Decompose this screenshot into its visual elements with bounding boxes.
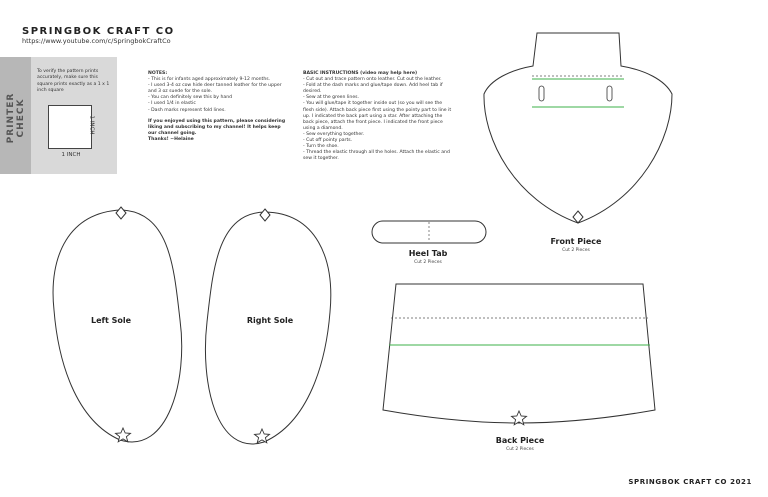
notes-line: - I used 1/4 in elastic — [148, 101, 196, 107]
printer-check-title: PRINTER CHECK — [6, 92, 26, 144]
basic-line: - Sew at the green lines. — [303, 95, 360, 101]
basic-heading: BASIC INSTRUCTIONS (video may help here) — [303, 71, 418, 76]
left-sole-label: Left Sole — [90, 316, 132, 325]
back-piece-cut-note: Cut 2 Pieces — [506, 447, 534, 452]
front-piece-label: Front Piece — [550, 237, 602, 246]
footer-brand: SPRINGBOK CRAFT CO 2021 — [628, 478, 752, 486]
notes-signoff: Thanks! ~Helaine — [148, 136, 194, 142]
basic-line: - Thread the elastic through all the holes. Attach the elastic and sew it together. — [303, 150, 450, 162]
basic-line: - Fold at the dash marks and glue/tape down. Add heel tab if desired. — [303, 83, 443, 95]
notes-line: - Dash marks represent fold lines. — [148, 107, 226, 113]
notes-line: - I used 3-4 oz cow hide deer tanned leather for the upper and 3 oz suede for the sole. — [148, 83, 282, 95]
left-sole-outline — [53, 210, 182, 442]
notes-heading: NOTES: — [148, 71, 168, 76]
brand-title: SPRINGBOK CRAFT CO — [22, 26, 175, 37]
front-piece-elastic-slot — [607, 86, 612, 101]
channel-url: https://www.youtube.com/c/SpringbokCraftCo — [22, 37, 171, 45]
basic-line: - Turn the shoe. — [303, 144, 339, 150]
front-piece-outline — [484, 33, 672, 223]
notes-thanks: If you enjoyed using this pattern, please considering liking and subscribing to my channel! It helps keep our channel going. — [148, 118, 286, 136]
heel-tab-cut-note: Cut 2 Pieces — [414, 260, 442, 265]
notes-line: - This is for infants aged approximately 9-12 months. — [148, 77, 271, 83]
notes-line: - You can definitely sew this by hand — [148, 95, 233, 101]
square-label-side: 1 INCH — [88, 115, 95, 135]
square-label-bottom: 1 INCH — [61, 152, 81, 158]
basic-line: - Cut off pointy parts. — [303, 138, 353, 144]
basic-line: - Cut out and trace pattern onto leather. Cut out the leather. — [303, 77, 442, 83]
basic-line: - Sew everything together. — [303, 131, 365, 137]
heel-tab-label: Heel Tab — [408, 249, 448, 258]
right-sole-outline — [205, 212, 330, 444]
front-piece-cut-note: Cut 2 Pieces — [562, 248, 590, 253]
back-piece-outline — [383, 284, 655, 423]
basic-line: - You will glue/tape it together inside out (so you will see the flesh side). Attach back piece first using the pointy part to line it up. I indicated the back part using a star. After attaching the back piece, attach the front piece. I indicated the front piece using a diamond. — [303, 101, 452, 131]
front-piece-elastic-slot — [539, 86, 544, 101]
printer-check-instructions: To verify the pattern prints accurately, make sure this square prints exactly as a 1 x 1 inch square — [37, 69, 110, 94]
back-piece-label: Back Piece — [495, 436, 545, 445]
right-sole-label: Right Sole — [246, 316, 294, 325]
